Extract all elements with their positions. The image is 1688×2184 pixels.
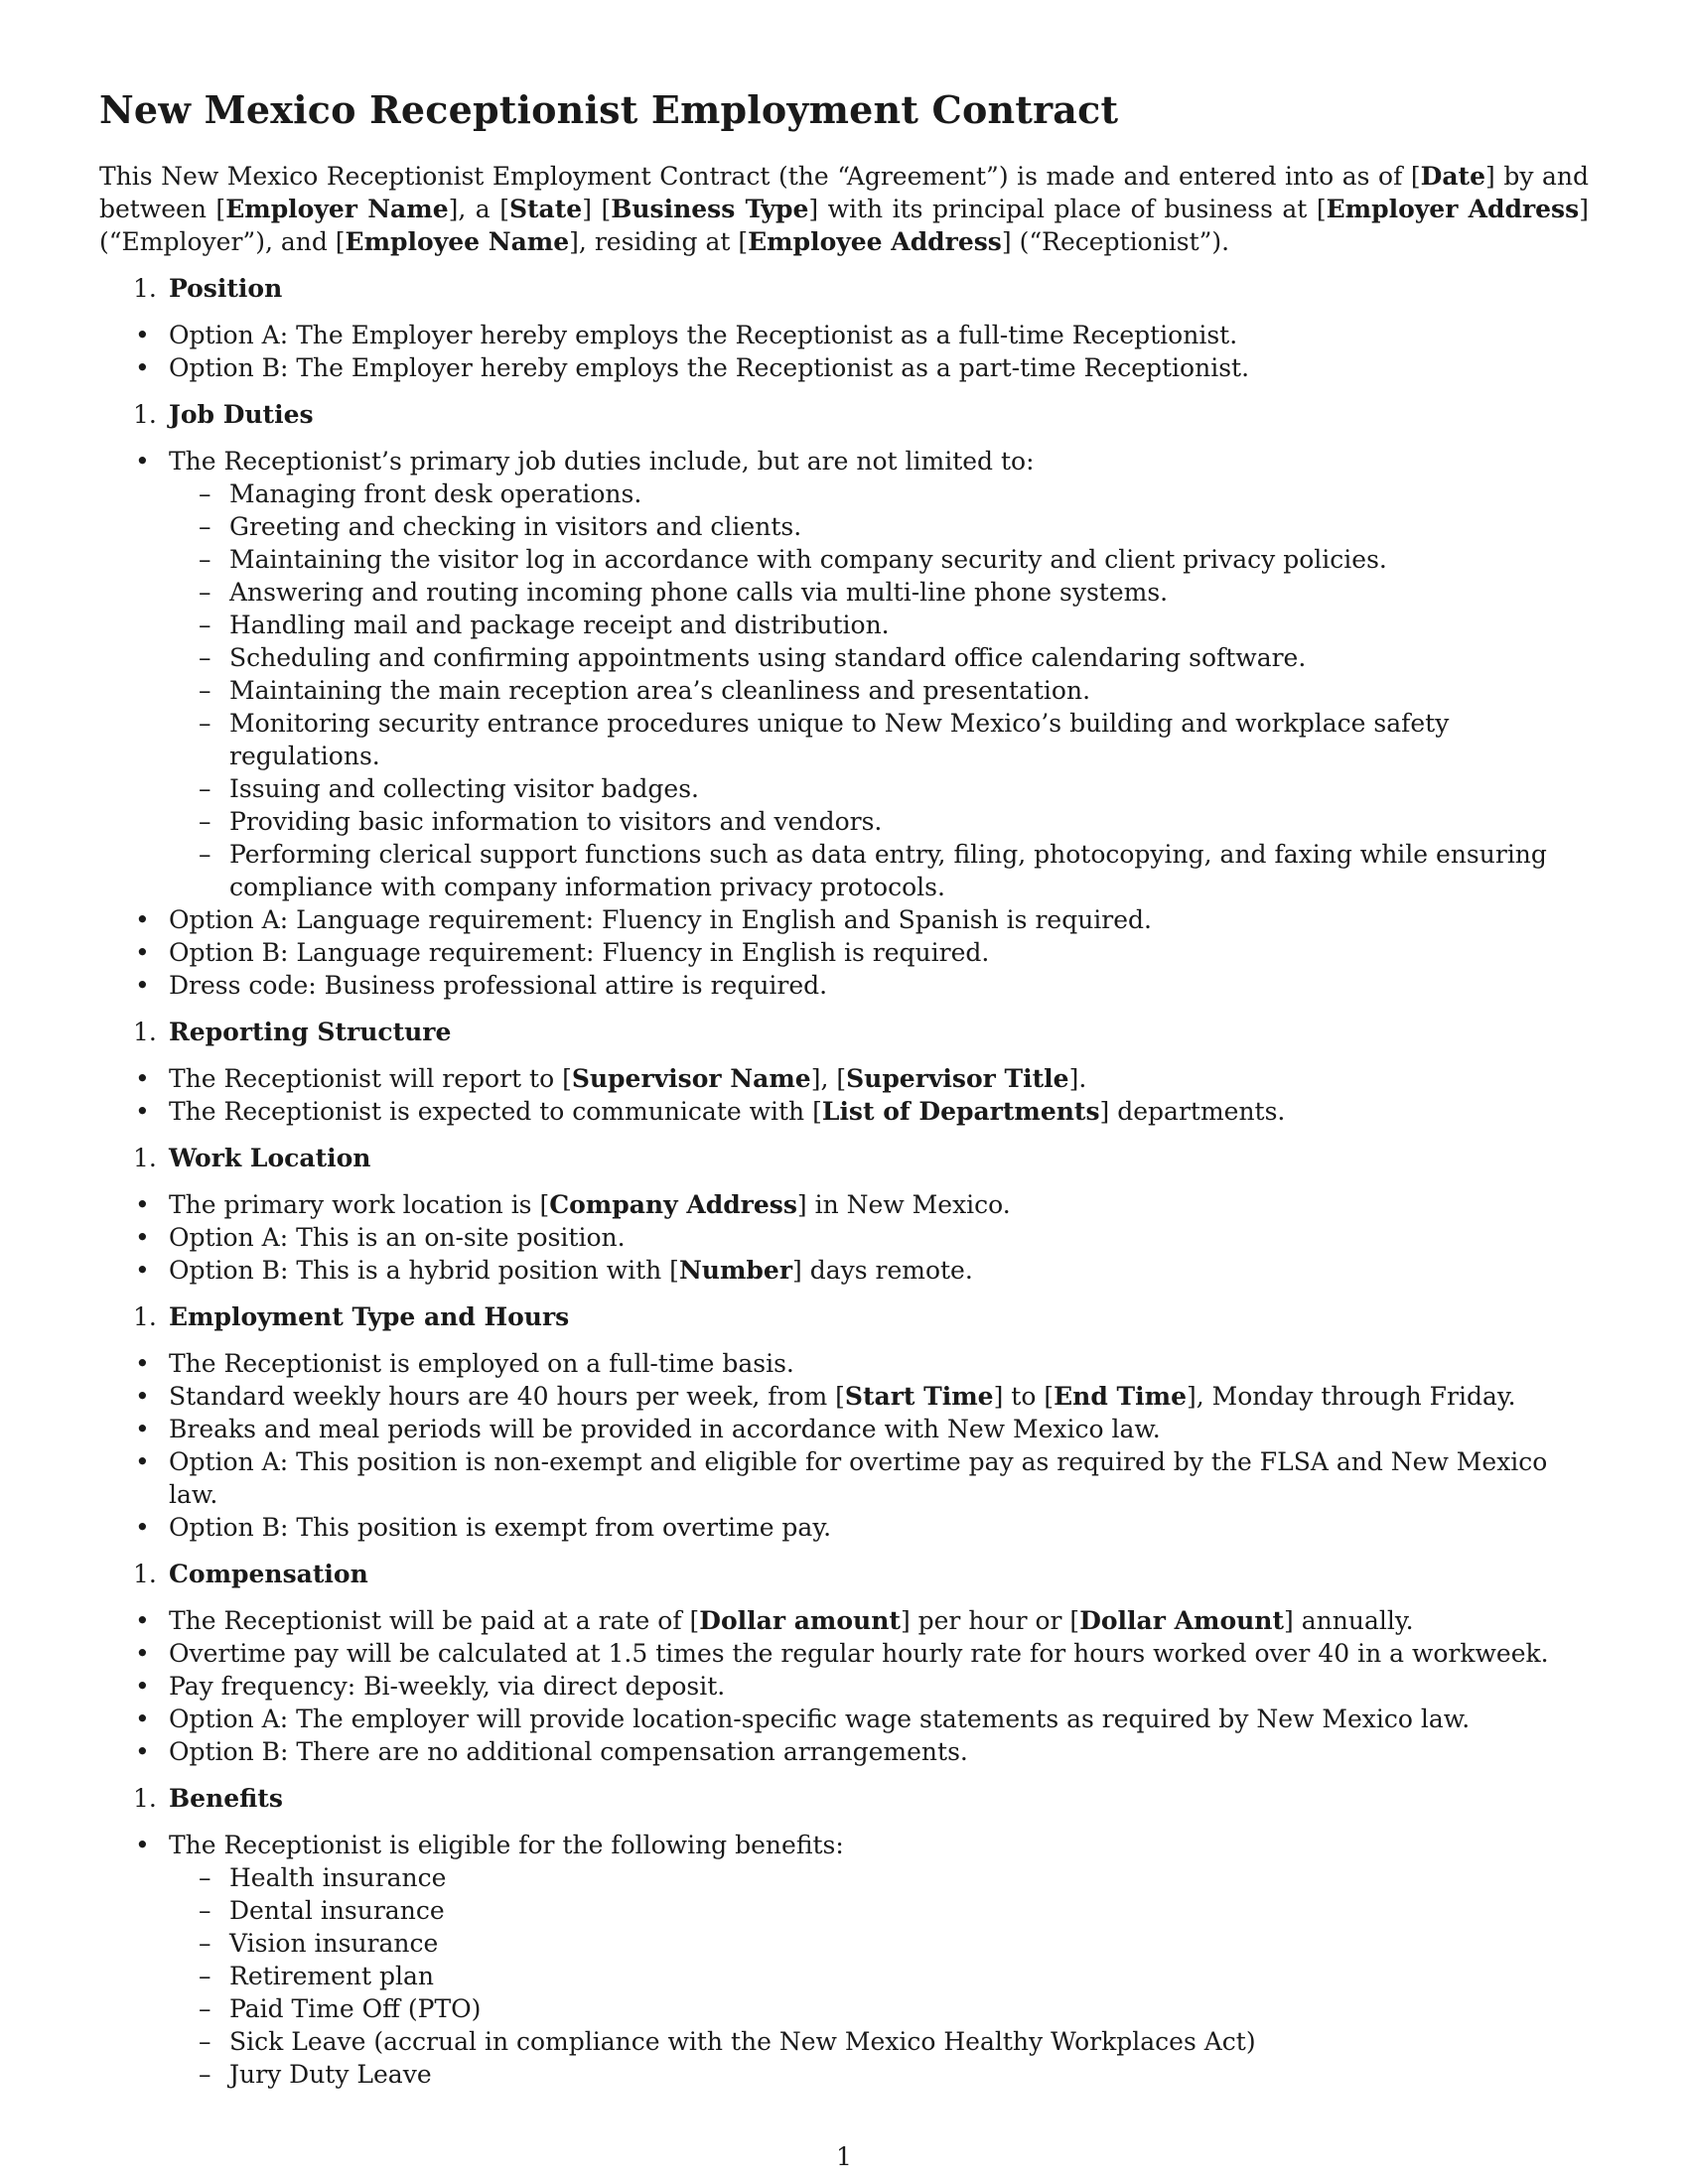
text-run: The Receptionist will be paid at a rate of [ (169, 1606, 700, 1635)
sub-list-item: – Scheduling and confirming appointments using standard office calendaring software. (169, 641, 1589, 674)
bullet-list (99, 1062, 1589, 1128)
list-item (99, 1380, 1589, 1413)
section-reporting-structure (99, 1016, 1589, 1128)
field-start-time: Start Time (844, 1382, 994, 1411)
list-item (99, 1829, 1589, 2091)
sub-list-item: – Sick Leave (accrual in compliance with the New Mexico Healthy Workplaces Act) (169, 2025, 1589, 2058)
bullet-list (99, 319, 1589, 384)
intro-text: ], residing at [ (569, 227, 749, 256)
page-number: 1 (836, 2142, 852, 2171)
list-item: • Option A: This is an on-site position. (99, 1221, 1589, 1254)
sub-list-item: – Providing basic information to visitors and vendors. (169, 805, 1589, 838)
text-run: ]. (1068, 1064, 1087, 1093)
section-title: Work Location (169, 1144, 371, 1172)
list-item (99, 1254, 1589, 1287)
sub-list-item: – Answering and routing incoming phone calls via multi-line phone systems. (169, 576, 1589, 609)
text-run: ] days remote. (792, 1256, 973, 1285)
text-run: The Receptionist will report to [ (169, 1064, 572, 1093)
intro-paragraph (99, 160, 1589, 258)
list-item: • Option B: This position is exempt from overtime pay. (99, 1511, 1589, 1544)
field-employer-name: Employer Name (225, 195, 449, 223)
section-heading (99, 398, 1589, 431)
sub-list-item: – Managing front desk operations. (169, 478, 1589, 510)
field-employee-address: Employee Address (748, 227, 1002, 256)
field-state: State (508, 195, 583, 223)
section-heading (99, 1558, 1589, 1590)
field-supervisor-name: Supervisor Name (571, 1064, 811, 1093)
section-job-duties (99, 398, 1589, 1002)
text-run: ] departments. (1099, 1097, 1286, 1126)
document-title: New Mexico Receptionist Employment Contract (99, 87, 1119, 132)
intro-text: ] by and between [ (99, 162, 1589, 223)
text-run: Standard weekly hours are 40 hours per week, from [ (169, 1382, 845, 1411)
section-heading (99, 272, 1589, 305)
text-run: ], Monday through Friday. (1186, 1382, 1516, 1411)
sub-list-item: – Paid Time Off (PTO) (169, 1992, 1589, 2025)
sub-list-item: – Maintaining the main reception area’s cleanliness and presentation. (169, 674, 1589, 707)
intro-text: ] [ (582, 195, 612, 223)
section-title: Position (169, 274, 283, 303)
section-number: 1. (133, 400, 157, 429)
section-number: 1. (133, 1144, 157, 1172)
field-company-address: Company Address (549, 1190, 797, 1219)
field-business-type: Business Type (611, 195, 809, 223)
sub-list-item: – Maintaining the visitor log in accordance with company security and client privacy policies. (169, 543, 1589, 576)
text-run: ] in New Mexico. (796, 1190, 1011, 1219)
bullet-list (99, 1604, 1589, 1768)
sub-list (169, 1861, 1589, 2091)
section-title: Employment Type and Hours (169, 1302, 570, 1331)
section-number: 1. (133, 1784, 157, 1813)
bullet-list (99, 1829, 1589, 2091)
list-item: • Breaks and meal periods will be provided in accordance with New Mexico law. (99, 1413, 1589, 1445)
list-item (99, 1188, 1589, 1221)
section-heading (99, 1782, 1589, 1815)
sub-list (169, 478, 1589, 903)
sub-list-item: – Performing clerical support functions such as data entry, filing, photocopying, and faxing while ensuring compliance with company information privacy protocols. (169, 838, 1589, 903)
sub-list-item: – Monitoring security entrance procedures unique to New Mexico’s building and workplace safety regulations. (169, 707, 1589, 772)
bullet-list (99, 1347, 1589, 1544)
sub-list-item: – Dental insurance (169, 1894, 1589, 1927)
sub-list-item: – Health insurance (169, 1861, 1589, 1894)
list-item-text: The Receptionist’s primary job duties include, but are not limited to: (169, 447, 1035, 476)
text-run: ] to [ (993, 1382, 1055, 1411)
intro-text: ] with its principal place of business at [ (808, 195, 1327, 223)
bullet-list (99, 1188, 1589, 1287)
section-work-location (99, 1142, 1589, 1287)
intro-text: ] (“Employer”), and [ (99, 195, 1589, 256)
intro-text: ], a [ (448, 195, 509, 223)
list-item: • Option A: The employer will provide location-specific wage statements as required by New Mexico law. (99, 1703, 1589, 1735)
field-employee-name: Employee Name (345, 227, 570, 256)
document-page (99, 87, 1589, 2105)
text-run: ] per hour or [ (900, 1606, 1080, 1635)
section-heading (99, 1142, 1589, 1174)
list-item-text: The Receptionist is eligible for the following benefits: (169, 1831, 844, 1859)
section-heading (99, 1016, 1589, 1048)
list-item: • Option A: Language requirement: Fluency in English and Spanish is required. (99, 903, 1589, 936)
sub-list-item: – Handling mail and package receipt and distribution. (169, 609, 1589, 641)
list-item (99, 1095, 1589, 1128)
field-number: Number (678, 1256, 792, 1285)
section-title: Benefits (169, 1784, 283, 1813)
field-employer-address: Employer Address (1326, 195, 1580, 223)
list-item: • Option B: Language requirement: Fluency in English is required. (99, 936, 1589, 969)
section-compensation (99, 1558, 1589, 1768)
sub-list-item: – Greeting and checking in visitors and clients. (169, 510, 1589, 543)
section-number: 1. (133, 1302, 157, 1331)
intro-text: ] (“Receptionist”). (1001, 227, 1230, 256)
field-annual-amount: Dollar Amount (1079, 1606, 1285, 1635)
list-item (99, 1062, 1589, 1095)
field-hourly-amount: Dollar amount (699, 1606, 901, 1635)
section-number: 1. (133, 1560, 157, 1588)
field-departments: List of Departments (821, 1097, 1100, 1126)
field-end-time: End Time (1054, 1382, 1187, 1411)
sub-list-item: – Issuing and collecting visitor badges. (169, 772, 1589, 805)
list-item (99, 445, 1589, 903)
section-heading (99, 1300, 1589, 1333)
list-item: • Overtime pay will be calculated at 1.5 times the regular hourly rate for hours worked over 40 in a workweek. (99, 1637, 1589, 1670)
list-item: • Option A: This position is non-exempt and eligible for overtime pay as required by the FLSA and New Mexico law. (99, 1445, 1589, 1511)
intro-text: This New Mexico Receptionist Employment Contract (the “Agreement”) is made and entered into as of [ (99, 162, 1421, 191)
text-run: ], [ (810, 1064, 847, 1093)
sub-list-item: – Vision insurance (169, 1927, 1589, 1960)
section-title: Compensation (169, 1560, 368, 1588)
list-item: • Dress code: Business professional attire is required. (99, 969, 1589, 1002)
list-item: • Option B: There are no additional compensation arrangements. (99, 1735, 1589, 1768)
list-item: • Option B: The Employer hereby employs the Receptionist as a part-time Receptionist. (99, 351, 1589, 384)
list-item: • Pay frequency: Bi-weekly, via direct deposit. (99, 1670, 1589, 1703)
list-item: • The Receptionist is employed on a full-time basis. (99, 1347, 1589, 1380)
section-title: Reporting Structure (169, 1018, 452, 1046)
sub-list-item: – Retirement plan (169, 1960, 1589, 1992)
list-item (99, 1604, 1589, 1637)
section-number: 1. (133, 274, 157, 303)
section-position (99, 272, 1589, 384)
section-number: 1. (133, 1018, 157, 1046)
field-date: Date (1420, 162, 1486, 191)
text-run: The Receptionist is expected to communicate with [ (169, 1097, 822, 1126)
section-title: Job Duties (169, 400, 314, 429)
section-employment-hours (99, 1300, 1589, 1544)
text-run: The primary work location is [ (169, 1190, 550, 1219)
text-run: Option B: This is a hybrid position with [ (169, 1256, 679, 1285)
bullet-list (99, 445, 1589, 1002)
section-benefits (99, 1782, 1589, 2091)
text-run: ] annually. (1284, 1606, 1414, 1635)
field-supervisor-title: Supervisor Title (846, 1064, 1069, 1093)
list-item: • Option A: The Employer hereby employs the Receptionist as a full-time Receptionist. (99, 319, 1589, 351)
sub-list-item: – Jury Duty Leave (169, 2058, 1589, 2091)
